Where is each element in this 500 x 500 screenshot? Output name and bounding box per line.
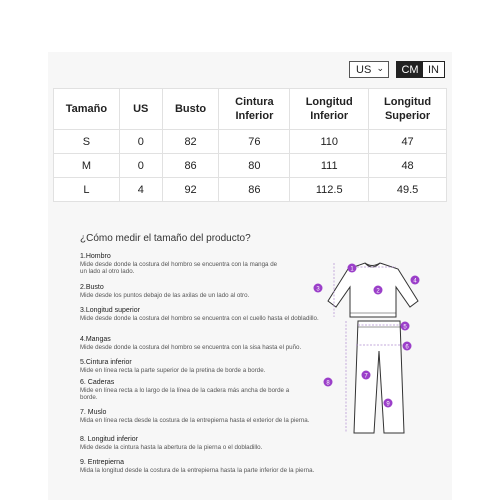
svg-text:5: 5 [403,324,407,331]
col-header-text: Cintura Inferior [235,96,274,122]
step-name: 4.Mangas [80,336,111,343]
step-desc: Mide desde donde la costura del hombro se encuentra con el cuello hasta el dobladillo. [80,315,319,322]
marker-7 [362,371,371,380]
step-name: 6. Caderas [80,379,115,386]
marker-3 [314,284,323,293]
svg-text:8: 8 [326,380,330,387]
step-item [80,284,320,299]
cell: 76 [219,130,290,154]
marker-1 [348,264,357,273]
step-name: 8. Longitud inferior [80,436,138,443]
step-item [80,379,305,401]
col-header: US [119,89,162,130]
step-name: 2.Busto [80,284,104,291]
marker-5 [401,322,410,331]
col-header-text: Longitud Inferior [305,96,353,122]
table-row [54,154,447,178]
step-desc: Mide en línea recta a lo largo de la línea de la cadera más ancha de borde a borde. [80,387,290,402]
svg-text:9: 9 [386,401,390,408]
step-name: 5.Cintura inferior [80,359,132,366]
step-desc: Mide desde los puntos debajo de las axilas de un lado al otro. [80,292,250,299]
cell: 0 [119,130,162,154]
cell: L [54,178,120,202]
col-header-text: Longitud Superior [384,96,432,122]
svg-text:2: 2 [376,288,380,295]
marker-2 [374,286,383,295]
unit-in-button[interactable]: IN [423,62,444,77]
cell: 48 [369,154,447,178]
cell: 110 [290,130,369,154]
region-value: US [356,63,372,76]
cell: S [54,130,120,154]
table-header-row [54,89,447,130]
step-name: 1.Hombro [80,253,111,260]
region-select[interactable] [349,61,389,78]
cell: 112.5 [290,178,369,202]
step-item [80,253,280,275]
cell: 86 [162,154,219,178]
size-table [53,88,447,202]
table-row [54,130,447,154]
svg-text:4: 4 [413,278,417,285]
cell: 86 [219,178,290,202]
svg-text:1: 1 [350,266,354,273]
cell: 49.5 [369,178,447,202]
step-item [80,409,315,424]
step-item [80,336,340,351]
col-header [369,89,447,130]
sweater-outline [328,263,418,317]
cell: 0 [119,154,162,178]
cell: 47 [369,130,447,154]
cell: 92 [162,178,219,202]
unit-toggle [396,61,445,78]
step-desc: Mide desde donde la costura del hombro se encuentra con la manga de un lado al otro lado. [80,261,278,276]
step-item [80,307,325,322]
step-desc: Mida la longitud desde la costura de la entrepierna hasta la parte inferior de la pierna. [80,467,315,474]
step-desc: Mida en línea recta desde la costura de la entrepierna hasta el exterior de la pierna. [80,417,310,424]
col-header: Busto [162,89,219,130]
marker-9 [384,399,393,408]
cell: M [54,154,120,178]
unit-cm-button[interactable]: CM [397,62,423,77]
step-item [80,459,380,474]
cell: 80 [219,154,290,178]
svg-text:7: 7 [364,373,368,380]
marker-4 [411,276,420,285]
marker-8 [324,378,333,387]
table-row [54,178,447,202]
garment-diagram [310,255,430,445]
cell: 4 [119,178,162,202]
step-item [80,359,320,374]
pants-outline [354,321,404,433]
step-desc: Mide desde la cintura hasta la abertura de la pierna o el dobladillo. [80,444,263,451]
cell: 111 [290,154,369,178]
marker-6 [403,342,412,351]
svg-text:3: 3 [316,286,320,293]
guide-title: ¿Cómo medir el tamaño del producto? [80,233,251,244]
svg-text:6: 6 [405,344,409,351]
step-name: 9. Entrepierna [80,459,124,466]
cell: 82 [162,130,219,154]
step-desc: Mide desde donde la costura del hombro se encuentra con la sisa hasta el puño. [80,344,302,351]
col-header [219,89,290,130]
chevron-down-icon: ⌄ [376,63,384,73]
step-desc: Mide en línea recta la parte superior de la pretina de borde a borde. [80,367,266,374]
col-header: Tamaño [54,89,120,130]
step-name: 7. Muslo [80,409,107,416]
step-item [80,436,330,451]
step-name: 3.Longitud superior [80,307,140,314]
col-header [290,89,369,130]
